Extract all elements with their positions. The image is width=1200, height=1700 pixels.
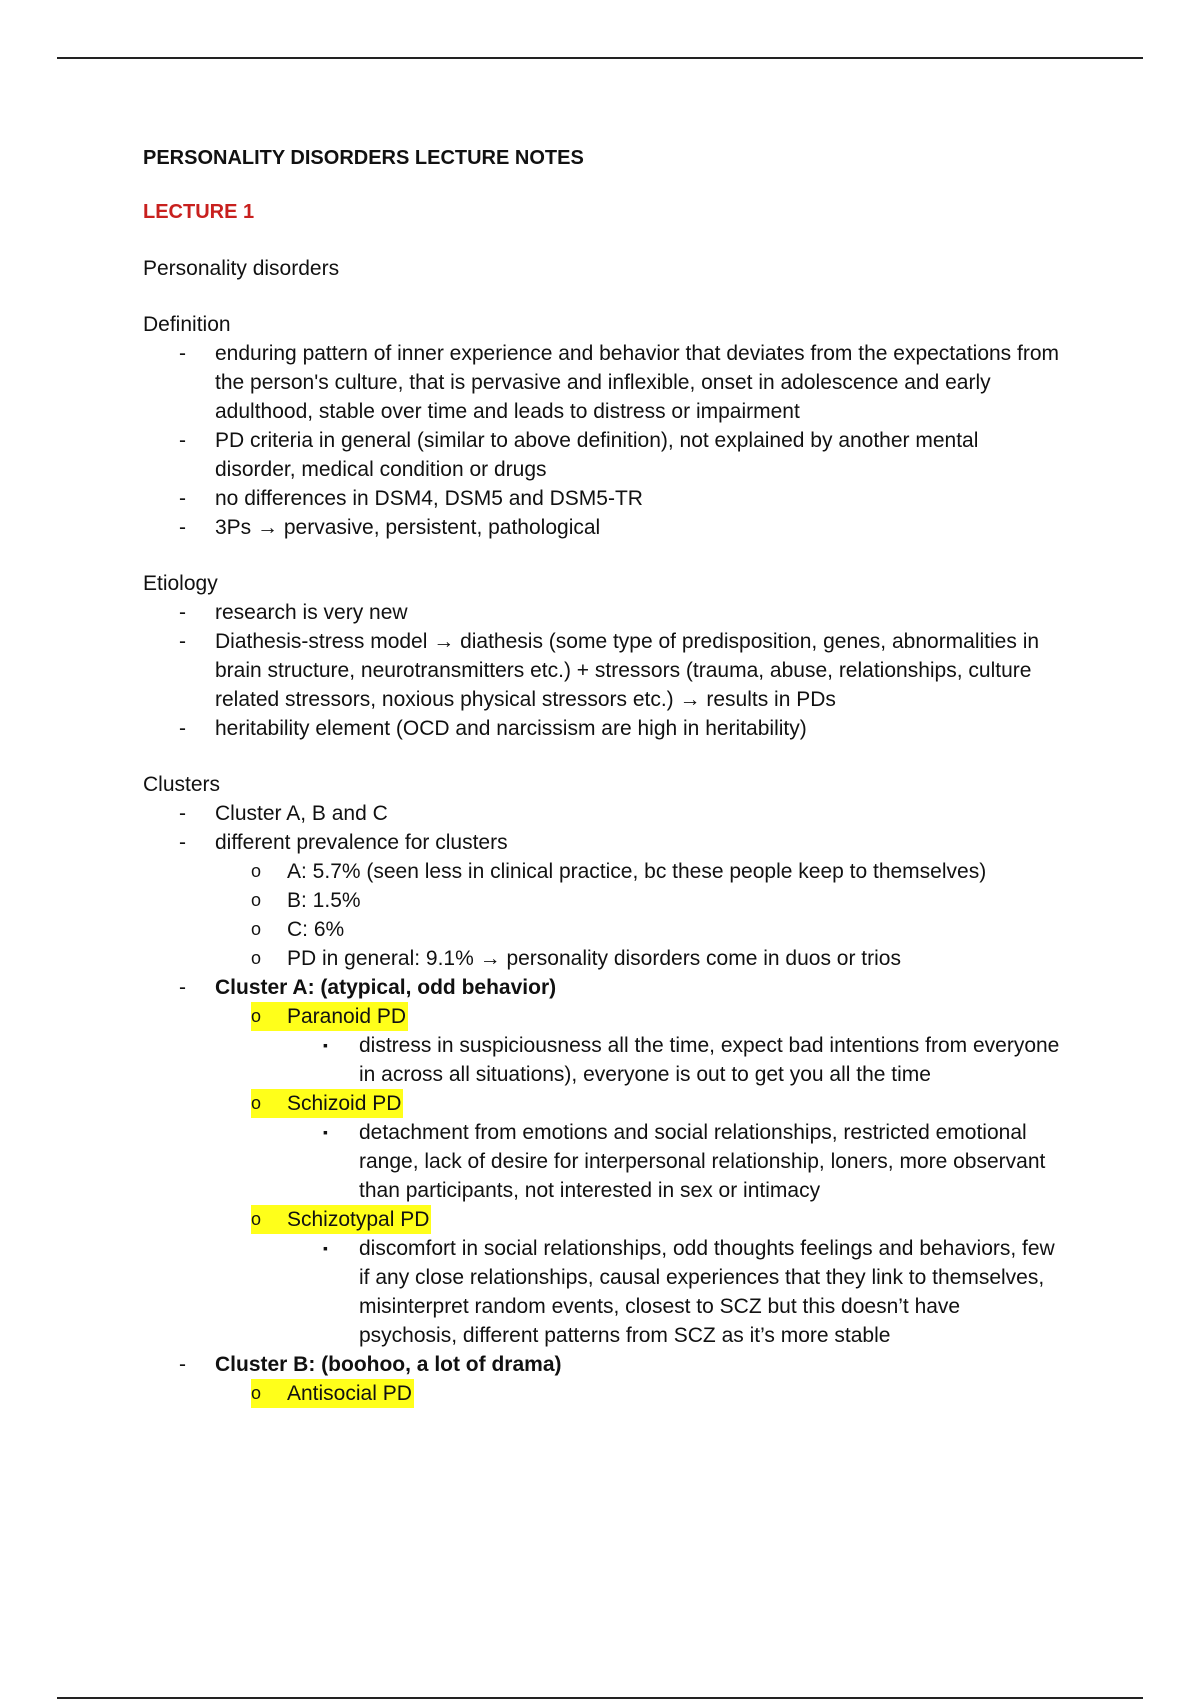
list-item: - Cluster A, B and C: [143, 799, 1063, 828]
list-item: o B: 1.5%: [215, 886, 1063, 915]
list-item: - research is very new: [143, 598, 1063, 627]
prevalence-list: [215, 857, 1063, 973]
definition-list: [143, 339, 1063, 542]
list-item: o PD in general: 9.1% → personality disorders come in duos or trios: [215, 944, 1063, 973]
list-item: - PD criteria in general (similar to above definition), not explained by another mental disorder, medical condition or drugs: [143, 426, 1063, 484]
cluster-a-label: Cluster A: (atypical, odd behavior): [215, 976, 557, 999]
dash-bullet: -: [179, 342, 186, 365]
document-title: PERSONALITY DISORDERS LECTURE NOTES: [143, 147, 584, 169]
disorder-item: [215, 1002, 1063, 1089]
dash-bullet: -: [179, 516, 186, 539]
highlight: [251, 1379, 414, 1408]
list-item: ▪ detachment from emotions and social relationships, restricted emotional range, lack of desire for interpersonal relationship, loners, more observant than participants, not interested in sex or intimacy: [287, 1118, 1063, 1205]
disorder-name: Schizotypal PD: [287, 1208, 430, 1231]
dash-bullet: -: [179, 976, 186, 999]
square-bullet: ▪: [323, 1240, 328, 1256]
dash-bullet: -: [179, 717, 186, 740]
etiology-list: [143, 598, 1063, 743]
disorder-item: [215, 1089, 1063, 1205]
etiology-heading: Etiology: [143, 572, 218, 595]
cluster-b-disorders: [215, 1379, 1063, 1408]
list-item: - enduring pattern of inner experience and behavior that deviates from the expectations from the person's culture, that is pervasive and inflexible, onset in adolescence and early adulthood, stable over time and leads to distress or impairment: [143, 339, 1063, 426]
highlight: [251, 1002, 408, 1031]
list-item: - no differences in DSM4, DSM5 and DSM5-TR: [143, 484, 1063, 513]
list-item: ▪ distress in suspiciousness all the time, expect bad intentions from everyone in across all situations), everyone is out to get you all the time: [287, 1031, 1063, 1089]
cluster-b-label: Cluster B: (boohoo, a lot of drama): [215, 1353, 562, 1376]
square-bullet: ▪: [323, 1124, 328, 1140]
circle-bullet: o: [251, 1093, 262, 1113]
circle-bullet: o: [251, 861, 262, 881]
cluster-a-disorders: [215, 1002, 1063, 1350]
circle-bullet: o: [251, 948, 262, 968]
disorder-name: Antisocial PD: [287, 1382, 412, 1405]
dash-bullet: -: [179, 487, 186, 510]
dash-bullet: -: [179, 429, 186, 452]
list-item: ▪ discomfort in social relationships, odd thoughts feelings and behaviors, few if any close relationships, causal experiences that they link to themselves, misinterpret random events, closest to SCZ but this doesn’t have psychosis, different patterns from SCZ as it’s more stable: [287, 1234, 1063, 1350]
list-item: - heritability element (OCD and narcissism are high in heritability): [143, 714, 1063, 743]
page-bottom-rule: [57, 1697, 1143, 1699]
disorder-name: Paranoid PD: [287, 1005, 407, 1028]
cluster-b-item: [143, 1350, 1063, 1408]
circle-bullet: o: [251, 890, 262, 910]
disorder-item: [215, 1379, 1063, 1408]
list-item: o C: 6%: [215, 915, 1063, 944]
disorder-name: Schizoid PD: [287, 1092, 402, 1115]
clusters-list: [143, 799, 1063, 1408]
page-top-rule: [57, 57, 1143, 59]
circle-bullet: o: [251, 1006, 262, 1026]
document-body: [143, 140, 1063, 1408]
list-item: - 3Ps → pervasive, persistent, pathological: [143, 513, 1063, 542]
circle-bullet: o: [251, 919, 262, 939]
dash-bullet: -: [179, 1353, 186, 1376]
topic-heading: Personality disorders: [143, 257, 340, 280]
list-item: o A: 5.7% (seen less in clinical practice, bc these people keep to themselves): [215, 857, 1063, 886]
clusters-heading: Clusters: [143, 773, 221, 796]
dash-bullet: -: [179, 802, 186, 825]
list-item: - Diathesis-stress model → diathesis (some type of predisposition, genes, abnormalities in brain structure, neurotransmitters etc.) + stressors (trauma, abuse, relationships, culture related stressors, noxious physical stressors etc.) → results in PDs: [143, 627, 1063, 714]
lecture-heading: LECTURE 1: [143, 201, 255, 223]
disorder-item: [215, 1205, 1063, 1350]
square-bullet: ▪: [323, 1037, 328, 1053]
dash-bullet: -: [179, 831, 186, 854]
definition-heading: Definition: [143, 313, 231, 336]
highlight: [251, 1205, 431, 1234]
circle-bullet: o: [251, 1383, 262, 1403]
list-item: - different prevalence for clusters o A: 5.7% (seen less in clinical practice, bc these people keep to themselves) o B: 1.5% o C: 6% o PD in general: 9.1% → personality disorders come in duos or trios: [143, 828, 1063, 973]
dash-bullet: -: [179, 630, 186, 653]
dash-bullet: -: [179, 601, 186, 624]
highlight: [251, 1089, 403, 1118]
circle-bullet: o: [251, 1209, 262, 1229]
cluster-a-item: [143, 973, 1063, 1350]
